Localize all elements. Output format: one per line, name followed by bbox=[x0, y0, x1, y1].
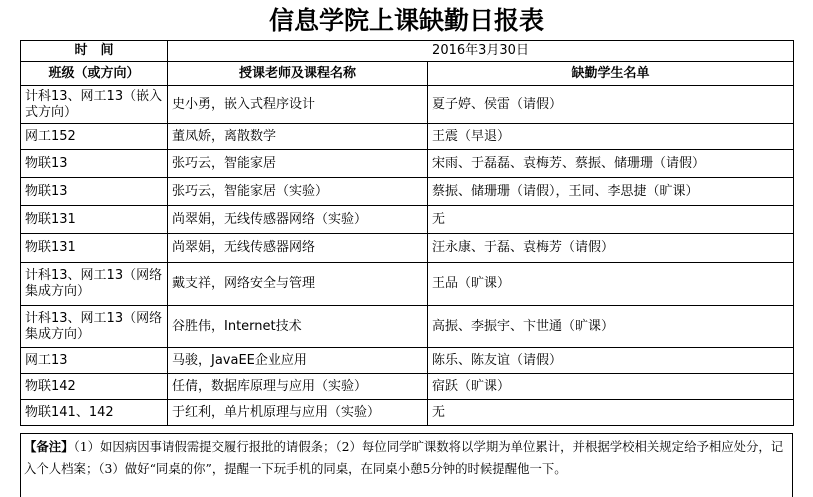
class-cell: 物联141、142 bbox=[21, 400, 168, 426]
absent-students-cell: 无 bbox=[428, 206, 794, 234]
remarks-label: 【备注】 bbox=[24, 439, 74, 454]
col-header-teacher-course: 授课老师及课程名称 bbox=[168, 62, 428, 86]
class-cell: 网工13 bbox=[21, 348, 168, 374]
absent-students-cell: 王震（早退） bbox=[428, 124, 794, 150]
table-row bbox=[21, 206, 794, 234]
teacher-course-cell: 张巧云，智能家居（实验） bbox=[168, 178, 428, 206]
teacher-course-cell: 董凤娇，离散数学 bbox=[168, 124, 428, 150]
class-cell: 物联131 bbox=[21, 206, 168, 234]
table-row bbox=[21, 400, 794, 426]
teacher-course-cell: 尚翠娟，无线传感器网络（实验） bbox=[168, 206, 428, 234]
table-row bbox=[21, 348, 794, 374]
table-row bbox=[21, 150, 794, 178]
class-cell: 物联131 bbox=[21, 234, 168, 263]
remarks-note bbox=[20, 433, 793, 497]
absence-report-table bbox=[20, 40, 794, 426]
table-row bbox=[21, 86, 794, 124]
report-body bbox=[21, 41, 794, 426]
absent-students-cell: 陈乐、陈友谊（请假） bbox=[428, 348, 794, 374]
table-row bbox=[21, 124, 794, 150]
table-row bbox=[21, 178, 794, 206]
page-title: 信息学院上课缺勤日报表 bbox=[268, 6, 544, 35]
class-cell: 网工152 bbox=[21, 124, 168, 150]
absent-students-cell: 宋雨、于磊磊、袁梅芳、蔡振、储珊珊（请假） bbox=[428, 150, 794, 178]
teacher-course-cell: 张巧云，智能家居 bbox=[168, 150, 428, 178]
teacher-course-cell: 马骏，JavaEE企业应用 bbox=[168, 348, 428, 374]
teacher-course-cell: 史小勇，嵌入式程序设计 bbox=[168, 86, 428, 124]
table-row bbox=[21, 374, 794, 400]
class-cell: 物联13 bbox=[21, 178, 168, 206]
col-header-class: 班级（或方向） bbox=[21, 62, 168, 86]
class-cell: 物联142 bbox=[21, 374, 168, 400]
remarks-text: （1）如因病因事请假需提交履行报批的请假条；（2）每位同学旷课数将以学期为单位累计，并根据学校相关规定给予相应处分，记入个人档案；（3）做好“同桌的你”，提醒一下玩手机的同桌，在同桌小憩5分钟的时候提醒他一下。 bbox=[24, 439, 784, 476]
teacher-course-cell: 于红利，单片机原理与应用（实验） bbox=[168, 400, 428, 426]
class-cell: 计科13、网工13（嵌入式方向） bbox=[21, 86, 168, 124]
table-row bbox=[21, 306, 794, 348]
time-label: 时 间 bbox=[21, 41, 168, 62]
teacher-course-cell: 尚翠娟，无线传感器网络 bbox=[168, 234, 428, 263]
teacher-course-cell: 戴支祥，网络安全与管理 bbox=[168, 263, 428, 306]
report-date: 2016年3月30日 bbox=[168, 41, 794, 62]
class-cell: 计科13、网工13（网络集成方向） bbox=[21, 306, 168, 348]
teacher-course-cell: 任倩，数据库原理与应用（实验） bbox=[168, 374, 428, 400]
absent-students-cell: 宿跃（旷课） bbox=[428, 374, 794, 400]
column-header-row bbox=[21, 62, 794, 86]
col-header-absent: 缺勤学生名单 bbox=[428, 62, 794, 86]
absent-students-cell: 高振、李振宇、卞世通（旷课） bbox=[428, 306, 794, 348]
table-row bbox=[21, 234, 794, 263]
teacher-course-cell: 谷胜伟，Internet技术 bbox=[168, 306, 428, 348]
absent-students-cell: 蔡振、储珊珊（请假），王同、李思捷（旷课） bbox=[428, 178, 794, 206]
table-row bbox=[21, 263, 794, 306]
class-cell: 计科13、网工13（网络集成方向） bbox=[21, 263, 168, 306]
absent-students-cell: 王品（旷课） bbox=[428, 263, 794, 306]
absent-students-cell: 夏子婷、侯雷（请假） bbox=[428, 86, 794, 124]
class-cell: 物联13 bbox=[21, 150, 168, 178]
absent-students-cell: 无 bbox=[428, 400, 794, 426]
absent-students-cell: 汪永康、于磊、袁梅芳（请假） bbox=[428, 234, 794, 263]
date-row bbox=[21, 41, 794, 62]
